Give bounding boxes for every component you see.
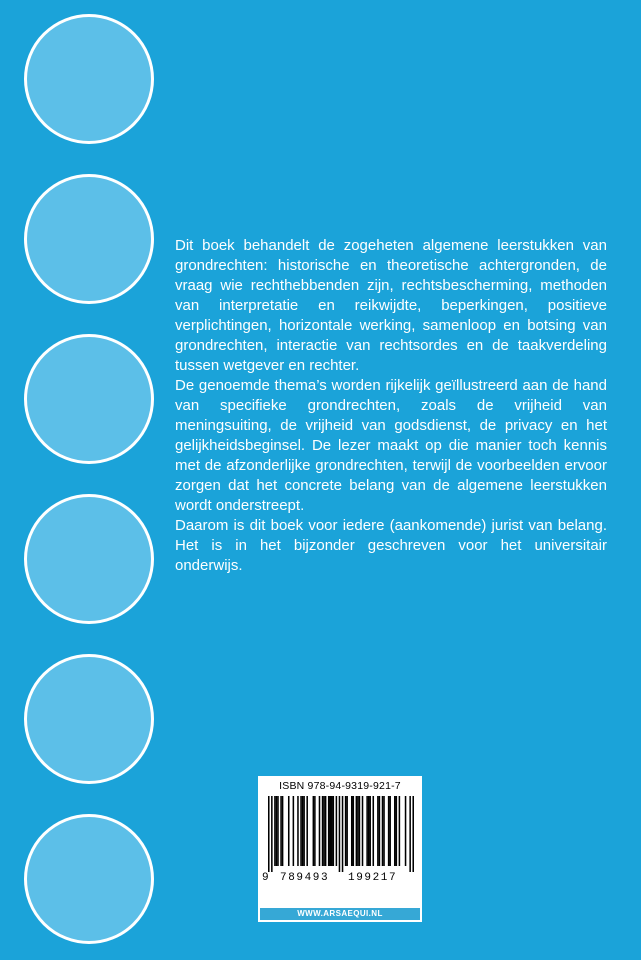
barcode-bar [339, 796, 341, 872]
barcode-bar [383, 796, 385, 866]
barcode-bar [277, 796, 279, 866]
barcode-bar [373, 796, 375, 866]
barcode-bar [351, 796, 353, 866]
barcode-digits-right: 199217 [348, 872, 398, 884]
barcode-bar [377, 796, 379, 866]
isbn-number: ISBN 978-94-9319-921-7 [279, 780, 401, 792]
barcode-bar [314, 796, 316, 866]
barcode-bar [412, 796, 414, 872]
barcode-bar [359, 796, 361, 866]
barcode-bar [325, 796, 327, 866]
blurb-paragraph-2: De genoemde thema’s worden rijkelijk geïllustreerd aan de hand van specifieke grondrechten, zoals de vrijheid van meningsuiting, de vrijheid van godsdienst, de privacy en het gelijkheidsbeginsel. De lezer maakt op die manier toch kennis met de afzonderlijke grondrechten, terwijl de voorbeelden ervoor zorgen dat het concrete belang van de algemene leerstukken wordt onderstreept. [175, 377, 607, 514]
barcode-bar [331, 796, 333, 866]
barcode-bar [274, 796, 276, 866]
barcode-bar [382, 796, 384, 866]
isbn-barcode [258, 776, 422, 922]
barcode-bar [353, 796, 355, 866]
barcode-bar [346, 796, 348, 866]
blurb-paragraph-3: Daarom is dit boek voor iedere (aankomende) jurist van belang. Het is in het bijzonder geschreven voor het universitair onderwijs. [175, 517, 607, 574]
barcode-bar [268, 796, 270, 872]
barcode-bar [394, 796, 396, 866]
barcode-bar [313, 796, 315, 866]
barcode-bar [388, 796, 390, 866]
publisher-website: WWW.ARSAEQUI.NL [260, 908, 420, 920]
barcode-bar [356, 796, 358, 866]
barcode-bar [271, 796, 273, 872]
decorative-circle-3 [24, 334, 154, 464]
barcode-bar [369, 796, 371, 866]
barcode-bar [328, 796, 330, 866]
barcode-bar [322, 796, 324, 866]
barcode-bar [405, 796, 407, 866]
decorative-circle-6 [24, 814, 154, 944]
barcode-bar [399, 796, 401, 866]
barcode-bar [333, 796, 335, 866]
barcode-bar [409, 796, 411, 872]
barcode-bar [342, 796, 344, 872]
decorative-circle-5 [24, 654, 154, 784]
barcode-bar [357, 796, 359, 866]
decorative-circle-2 [24, 174, 154, 304]
decorative-circle-1 [24, 14, 154, 144]
barcode-bar [302, 796, 304, 866]
publisher-strip [258, 888, 422, 922]
barcode-bar [379, 796, 381, 866]
barcode-bar [362, 796, 364, 866]
barcode-bar [389, 796, 391, 866]
barcode-bar [366, 796, 368, 866]
barcode-bar [306, 796, 308, 866]
barcode-bar [288, 796, 290, 866]
blurb-paragraph-1: Dit boek behandelt de zogeheten algemene leerstukken van grondrechten: historische en theoretische achtergronden, de vraag wie rechthebbenden zijn, rechtsbescherming, methoden van interpretatie en reikwijdte, beperkingen, positieve verplichtingen, horizontale werking, samenloop en botsing van grondrechten, interactie van rechtsordes en de taakverdeling tussen wetgever en rechter. [175, 237, 607, 374]
back-cover-blurb [175, 236, 607, 576]
barcode-bar [396, 796, 398, 866]
barcode-bar [323, 796, 325, 866]
barcode-bars [268, 796, 414, 872]
barcode-bar [336, 796, 338, 866]
barcode-bar [303, 796, 305, 866]
barcode-digit-first: 9 [262, 872, 269, 884]
barcode-digits-left: 789493 [280, 872, 330, 884]
barcode-bar [300, 796, 302, 866]
decorative-circle-4 [24, 494, 154, 624]
barcode-bar [319, 796, 321, 866]
barcode-bar [276, 796, 278, 866]
barcode-bar [280, 796, 282, 866]
barcode-bar [368, 796, 370, 866]
barcode-bar [345, 796, 347, 866]
barcode-bar [293, 796, 295, 866]
barcode-bar [329, 796, 331, 866]
barcode-bar [282, 796, 284, 866]
barcode-bar [297, 796, 299, 866]
